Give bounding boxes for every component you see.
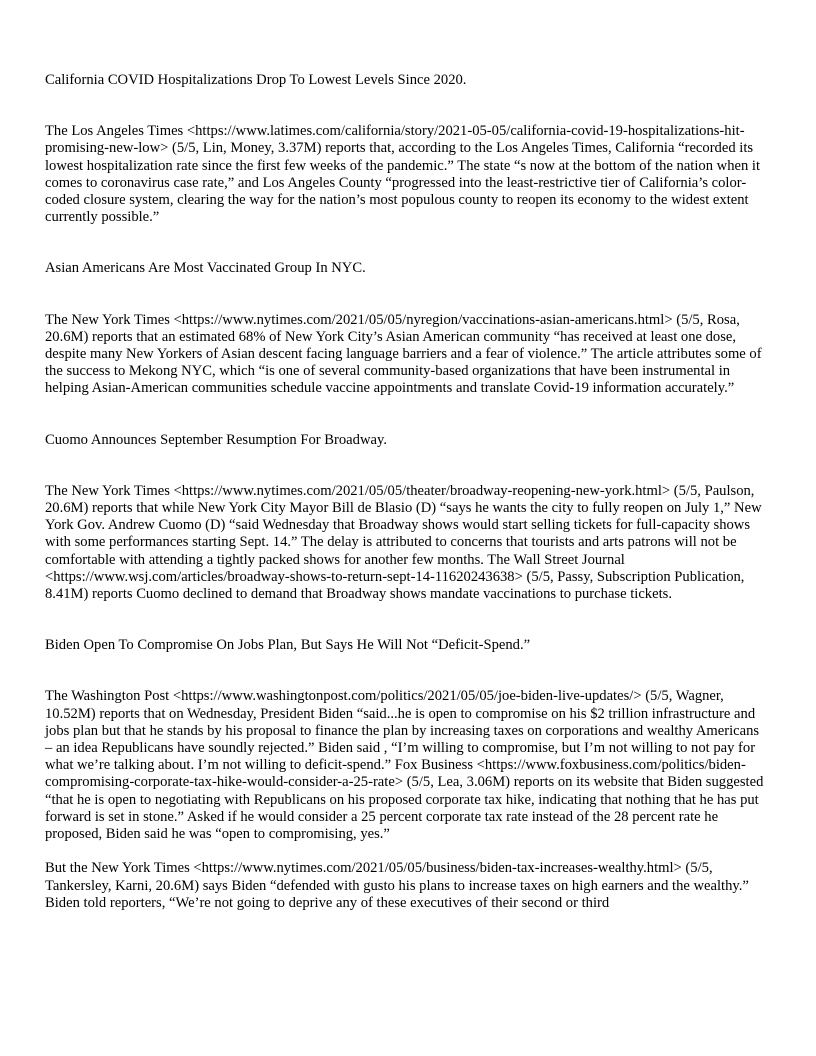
story-paragraph: The Los Angeles Times <https://www.latimes.com/california/story/2021-05-05/california-covid-19-hospitalizations-hit-promising-new-low> (5/5, Lin, Money, 3.37M) reports that, according to the Los Angeles Times, California “recorded its lowest hospitalization rate since the first few weeks of the pandemic.” The state “s now at the bottom of the nation when it comes to coronavirus case rate,” and Los Angeles County “progressed into the least-restrictive tier of California’s color-coded closure system, clearing the way for the nation’s most populous county to reopen its economy to the widest extent currently possible.” — [45, 123, 761, 226]
story-headline: California COVID Hospitalizations Drop To Lowest Levels Since 2020. — [45, 72, 467, 88]
story-paragraph: But the New York Times <https://www.nytimes.com/2021/05/05/business/biden-tax-increases-wealthy.html> (5/5, Tankersley, Karni, 20.6M) says Biden “defended with gusto his plans to increase taxes on high earners and the wealthy.” Biden told reporters, “We’re not going to deprive any of these executives of their second or third — [45, 860, 749, 911]
story-paragraph: The New York Times <https://www.nytimes.com/2021/05/05/theater/broadway-reopening-new-york.html> (5/5, Paulson, 20.6M) reports that while New York City Mayor Bill de Blasio (D) “says he wants the city to fully reopen on July 1,” New York Gov. Andrew Cuomo (D) “said Wednesday that Broadway shows would start selling tickets for full-capacity shows with some performances starting Sept. 14.” The delay is attributed to concerns that tourists and arts patrons will not be comfortable with attending a tightly packed shows for another few months. The Wall Street Journal <https://www.wsj.com/articles/broadway-shows-to-return-sept-14-11620243638> (5/5, Passy, Subscription Publication, 8.41M) reports Cuomo declined to demand that Broadway shows mandate vaccinations to purchase tickets. — [45, 482, 762, 603]
story-paragraph: The New York Times <https://www.nytimes.com/2021/05/05/nyregion/vaccinations-asian-americans.html> (5/5, Rosa, 20.6M) reports that an estimated 68% of New York City’s Asian American community “has received at least one dose, despite many New Yorkers of Asian descent facing language barriers and a fear of violence.” The article attributes some of the success to Mekong NYC, which “is one of several community-based organizations that have been instrumental in helping Asian-American communities schedule vaccine appointments and translate Covid-19 information accurately.” — [45, 311, 762, 397]
story-headline: Biden Open To Compromise On Jobs Plan, But Says He Will Not “Deficit-Spend.” — [45, 637, 531, 654]
story-headline: Cuomo Announces September Resumption For Broadway. — [45, 431, 387, 448]
story-headline: Asian Americans Are Most Vaccinated Group In NYC. — [45, 260, 366, 277]
story-paragraph: The Washington Post <https://www.washingtonpost.com/politics/2021/05/05/joe-biden-live-updates/> (5/5, Wagner, 10.52M) reports that on Wednesday, President Biden “said...he is open to compromise on his $2 trillion infrastructure and jobs plan but that he stands by his proposal to finance the plan by increasing taxes on corporations and wealthy Americans – an idea Republicans have soundly rejected.” Biden said , “I’m willing to compromise, but I’m not willing to not pay for what we’re talking about. I’m not willing to deficit-spend.” Fox Business <https://www.foxbusiness.com/politics/biden-compromising-corporate-tax-hike-would-consider-a-25-rate> (5/5, Lea, 3.06M) reports on its website that Biden suggested “that he is open to negotiating with Republicans on his proposed corporate tax hike, indicating that nothing that he has put forward is set in stone.” Asked if he would consider a 25 percent corporate tax rate instead of the 28 percent rate he proposed, Biden said he was “open to compromising, yes.” — [45, 688, 764, 843]
